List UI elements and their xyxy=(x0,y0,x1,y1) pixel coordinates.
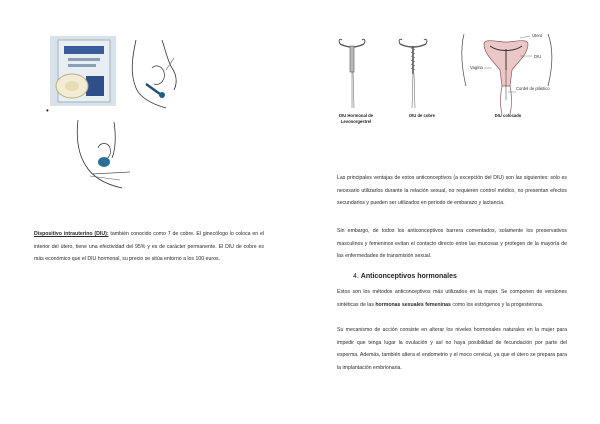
diu-package-photo xyxy=(50,36,116,106)
caption-copper-iud: DIU de cobre xyxy=(409,113,435,118)
diu-description-paragraph xyxy=(34,228,264,266)
hormonas-bold: hormonas sexuales femeninas xyxy=(375,301,451,308)
label-utero: Útero xyxy=(532,33,543,38)
diu-term: Dispositivo intrauterino (DIU): xyxy=(34,231,109,237)
advantages-paragraph: Las principales ventajas de estos anticonceptivos (a excepción del DIU) son las siguientes: solo es necesario utilizarlos durante la relación sexual, no requieren control médico, no presentan efectos secundarios y pueden ser utilizados en periodo de embarazo y lactancia. xyxy=(337,175,567,207)
caption-placed-iud: DIU colocado xyxy=(494,113,522,118)
label-cordel: Cordel de plástico xyxy=(516,86,550,91)
list-bullet: • xyxy=(46,106,49,115)
copper-iud-drawing xyxy=(399,39,427,108)
hormonal-intro-paragraph: Estos son los métodos anticonceptivos más utilizados en la mujer. Se componen de versiones sintéticas de las hormonas sexuales femeninas como los estrógenos y la progesterona. xyxy=(337,289,567,308)
section-heading xyxy=(353,273,457,280)
diu-text: también conocido como 7 de cobre. El ginecólogo lo coloca en el interior del útero, tiene una efectividad del 95% y es de carácter permanente. El DIU de cobre es más económico que el DIU hormonal, su precio se sitúa entorno a los 100 euros. xyxy=(34,231,265,263)
label-diu: DIU xyxy=(534,54,542,59)
barrier-paragraph: Sin embargo, de todos los anticonceptivos barrera comentados, solamente los preservativos masculinos y femeninos evitan el contacto directo entre las mucosas y protegen de la mayoría de las enfermedades de transmisión sexual. xyxy=(337,228,567,260)
label-vagina: Vagina xyxy=(470,65,483,70)
caption-hormonal-iud: DIU Hormonal de Levonorgestrel xyxy=(339,113,373,124)
mechanism-paragraph: Su mecanismo de acción consiste en alterar los niveles hormonales naturales en la mujer para impedir que tenga lugar la ovulación y así no haya posibilidad de fecundación por parte del esperma. Además, también altera el endometrio y el moco cervical, ya que el útero se prepara para la implantación embrionaria. xyxy=(337,327,567,371)
section-number: 4. xyxy=(353,273,359,280)
placed-iud-diagram xyxy=(462,34,552,114)
section-title: Anticonceptivos hormonales xyxy=(360,273,457,280)
insertion-diagram-front xyxy=(70,118,132,196)
hormonal-iud-drawing xyxy=(339,39,365,108)
insertion-diagram-side xyxy=(122,38,184,112)
